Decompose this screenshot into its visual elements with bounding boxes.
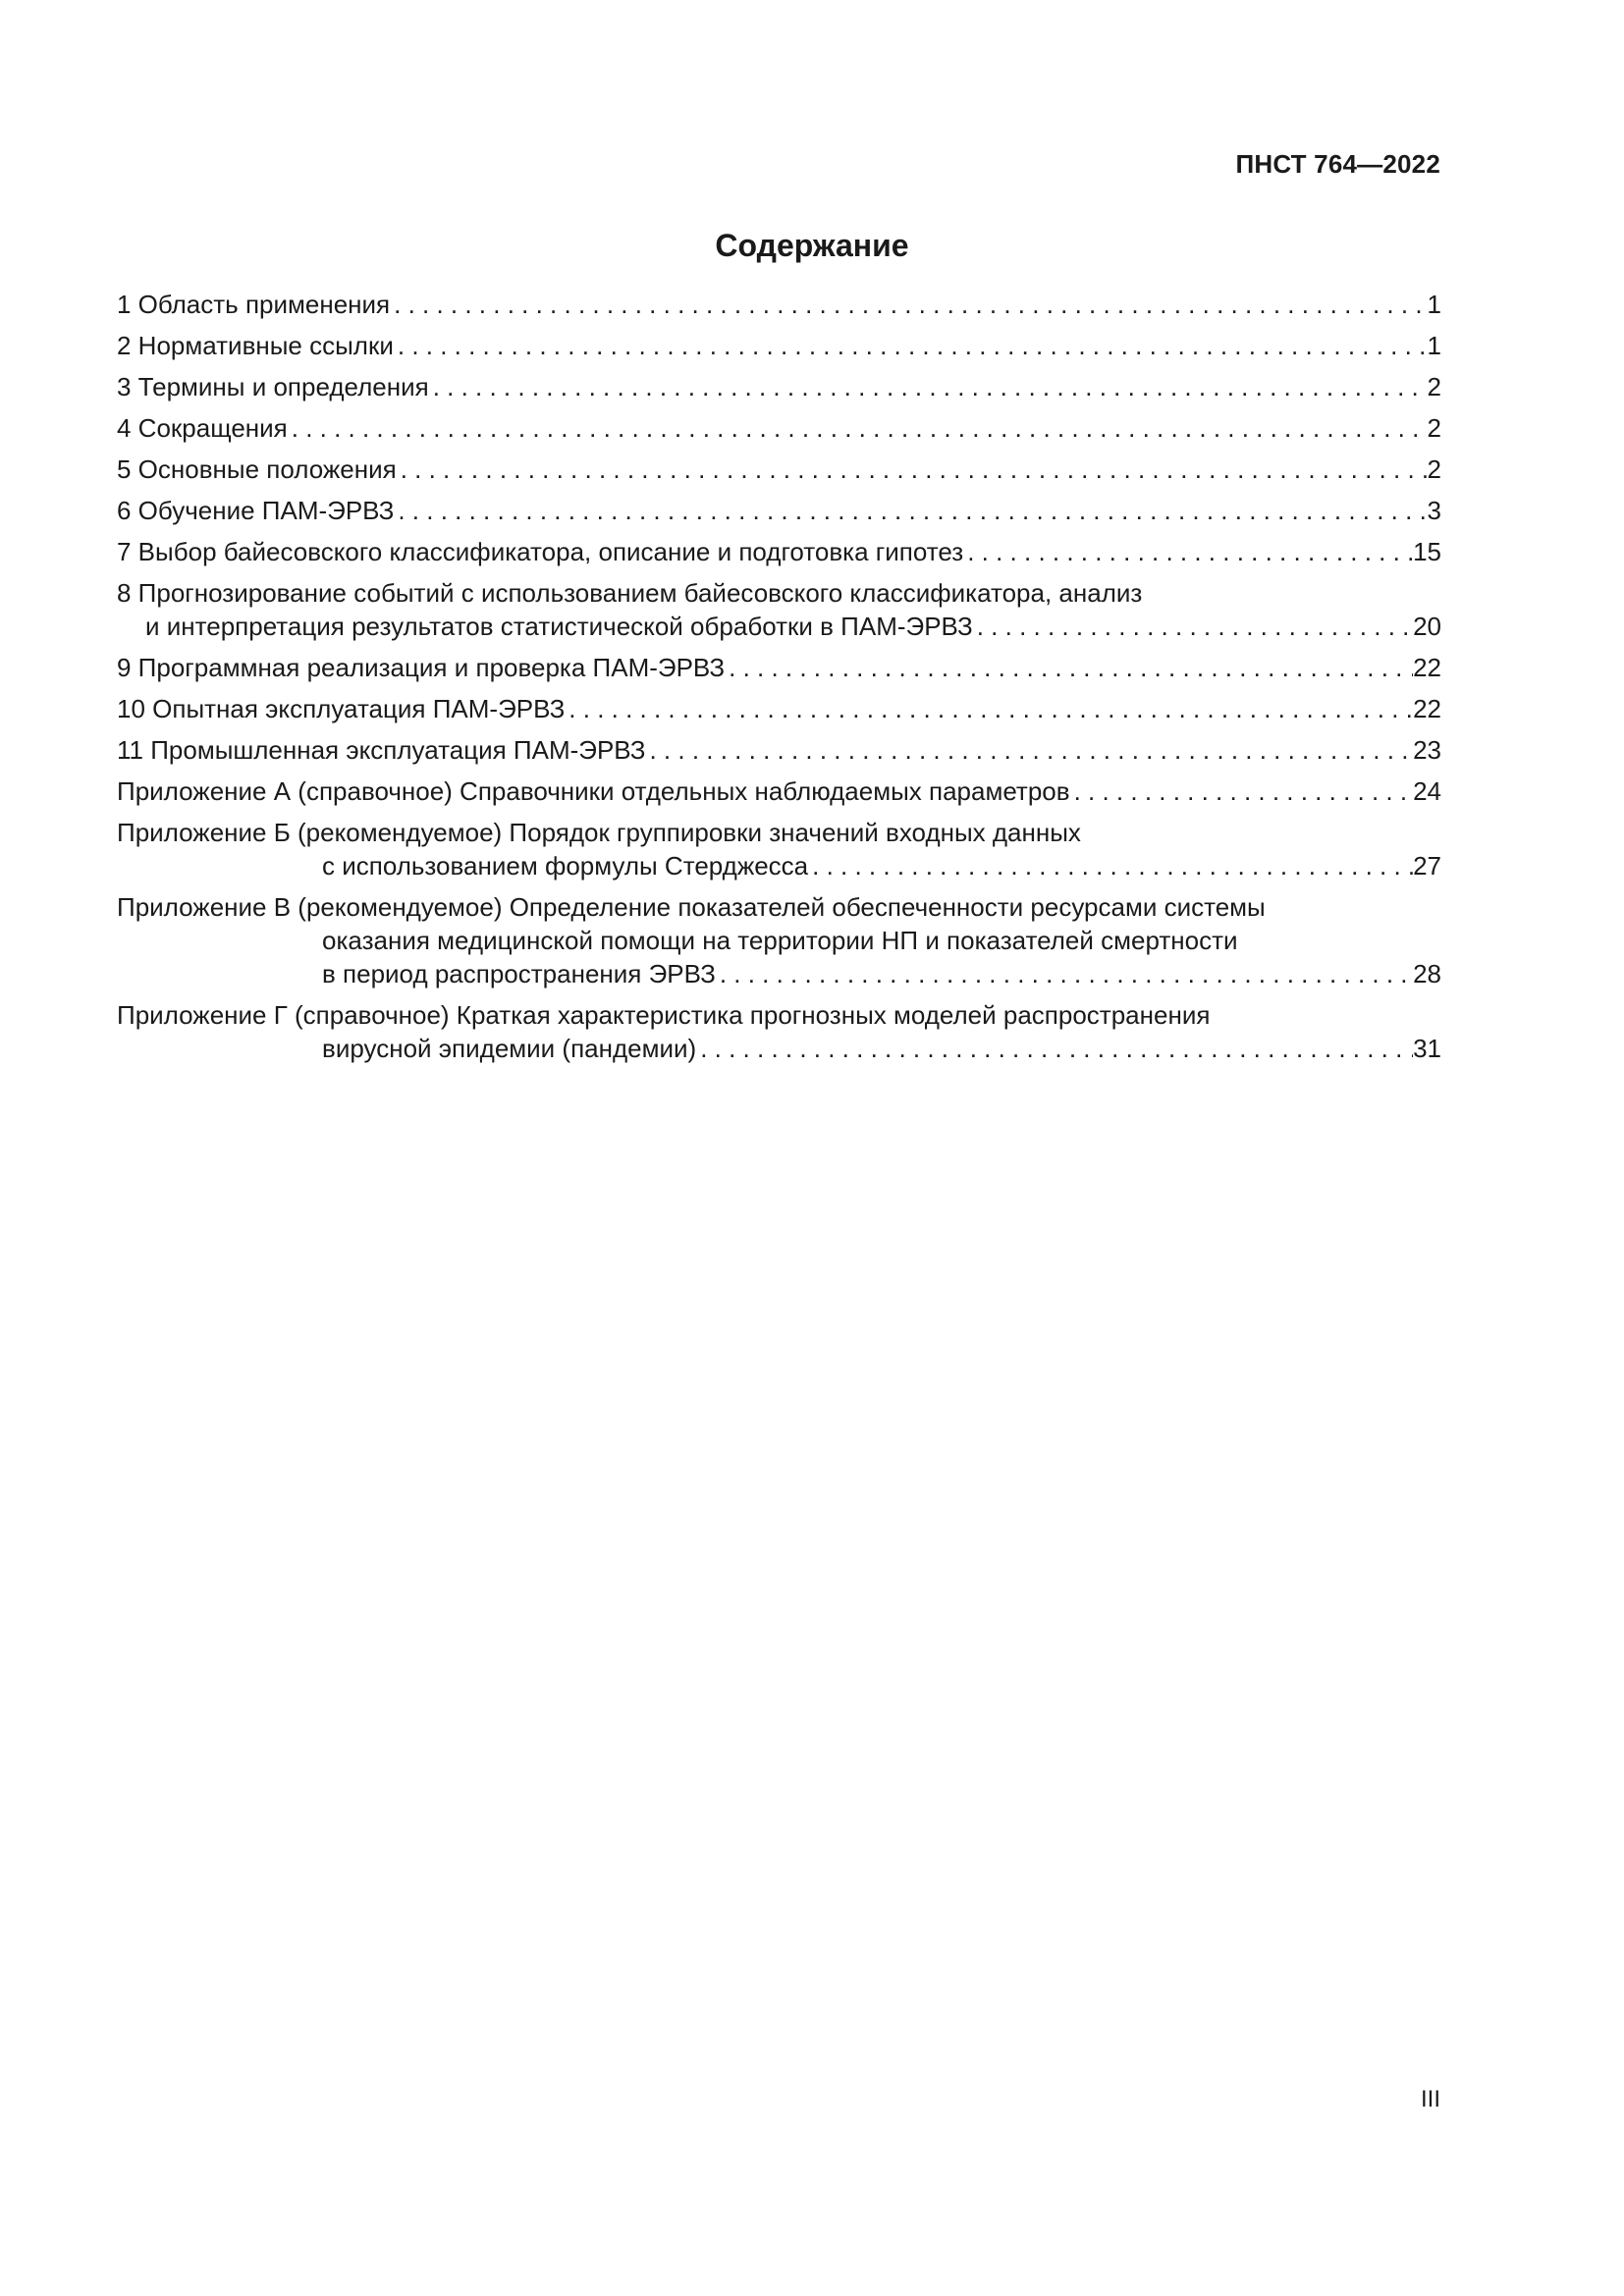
- toc-entry-title-continued: в период распространения ЭРВЗ: [322, 959, 716, 988]
- toc-entry-page: 22: [1413, 694, 1441, 723]
- toc-entry[interactable]: [117, 370, 1441, 403]
- toc-appendix-entry[interactable]: [117, 816, 1441, 882]
- toc-entry-title: 2 Нормативные ссылки: [117, 331, 394, 360]
- toc-leader-dots: [696, 1032, 1413, 1065]
- toc-leader-dots: [288, 411, 1428, 445]
- page-number: III: [1420, 2086, 1440, 2112]
- toc-entry-page: 2: [1427, 413, 1441, 443]
- toc-entry[interactable]: [117, 453, 1441, 486]
- toc-leader-dots: [808, 849, 1413, 882]
- toc-entry-title: Приложение В (рекомендуемое) Определение показателей обеспеченности ресурсами системы: [117, 892, 1266, 922]
- toc-appendix-entry[interactable]: [117, 774, 1441, 808]
- toc-entry-title: 4 Сокращения: [117, 413, 288, 443]
- toc-entry-title: 1 Область применения: [117, 290, 391, 319]
- toc-leader-dots: [394, 494, 1427, 527]
- toc-entry-title-continued: вирусной эпидемии (пандемии): [322, 1034, 697, 1063]
- toc-entry-title-continued: с использованием формулы Стерджесса: [322, 851, 809, 881]
- toc-appendix-entry[interactable]: [117, 890, 1441, 990]
- toc-entry-title: 10 Опытная эксплуатация ПАМ-ЭРВЗ: [117, 694, 566, 723]
- toc-entry-page: 31: [1413, 1034, 1441, 1063]
- document-code: ПНСТ 764—2022: [1235, 149, 1440, 179]
- toc-entry-page: 1: [1427, 290, 1441, 319]
- toc-entry-page: 22: [1413, 653, 1441, 682]
- toc-entry-page: 27: [1413, 851, 1441, 881]
- toc-leader-dots: [725, 651, 1413, 684]
- toc-entry[interactable]: [117, 535, 1441, 568]
- toc-entry-title: 9 Программная реализация и проверка ПАМ-ЭРВЗ: [117, 653, 726, 682]
- toc-title: Содержание: [715, 228, 909, 263]
- toc-entry[interactable]: [117, 329, 1441, 362]
- toc-leader-dots: [394, 329, 1428, 362]
- toc-entry-page: 2: [1427, 372, 1441, 401]
- toc-entry-page: 3: [1427, 496, 1441, 525]
- toc-entry-page: 20: [1413, 612, 1441, 641]
- toc-entry-page: 24: [1413, 776, 1441, 806]
- toc-leader-dots: [973, 610, 1413, 643]
- toc-entry-title-continued: оказания медицинской помощи на территории НП и показателей смертности: [322, 926, 1238, 955]
- toc-leader-dots: [565, 692, 1413, 725]
- toc-entry-title-continued: и интерпретация результатов статистической обработки в ПАМ-ЭРВЗ: [145, 612, 973, 641]
- toc-leader-dots: [716, 957, 1413, 990]
- toc-entry-page: 23: [1413, 735, 1441, 765]
- toc-entry[interactable]: [117, 576, 1441, 643]
- toc-leader-dots: [645, 733, 1413, 767]
- toc-appendix-entry[interactable]: [117, 998, 1441, 1065]
- toc-entry-title: 11 Промышленная эксплуатация ПАМ-ЭРВЗ: [117, 735, 646, 765]
- toc-entry-title: 5 Основные положения: [117, 454, 397, 484]
- toc-leader-dots: [963, 535, 1413, 568]
- toc-entry-title: Приложение Г (справочное) Краткая характеристика прогнозных моделей распространения: [117, 1000, 1211, 1030]
- toc-entry[interactable]: [117, 411, 1441, 445]
- toc-entry-page: 1: [1427, 331, 1441, 360]
- toc-leader-dots: [397, 453, 1428, 486]
- toc-entry-title: 6 Обучение ПАМ-ЭРВЗ: [117, 496, 395, 525]
- toc-entry-page: 2: [1427, 454, 1441, 484]
- toc-entry-title: 8 Прогнозирование событий с использованием байесовского классификатора, анализ: [117, 578, 1143, 608]
- toc-entry[interactable]: [117, 288, 1441, 321]
- toc-entry[interactable]: [117, 692, 1441, 725]
- toc-entry[interactable]: [117, 733, 1441, 767]
- toc-leader-dots: [390, 288, 1427, 321]
- toc-leader-dots: [1070, 774, 1414, 808]
- toc-entry-page: 15: [1413, 537, 1441, 566]
- toc-entry-title: 3 Термины и определения: [117, 372, 429, 401]
- toc-entry-title: 7 Выбор байесовского классификатора, описание и подготовка гипотез: [117, 537, 964, 566]
- toc-entry-page: 28: [1413, 959, 1441, 988]
- toc-entry-title: Приложение Б (рекомендуемое) Порядок группировки значений входных данных: [117, 818, 1081, 847]
- table-of-contents: [117, 288, 1441, 1073]
- toc-leader-dots: [429, 370, 1428, 403]
- toc-entry[interactable]: [117, 494, 1441, 527]
- toc-entry-title: Приложение А (справочное) Справочники отдельных наблюдаемых параметров: [117, 776, 1070, 806]
- toc-entry[interactable]: [117, 651, 1441, 684]
